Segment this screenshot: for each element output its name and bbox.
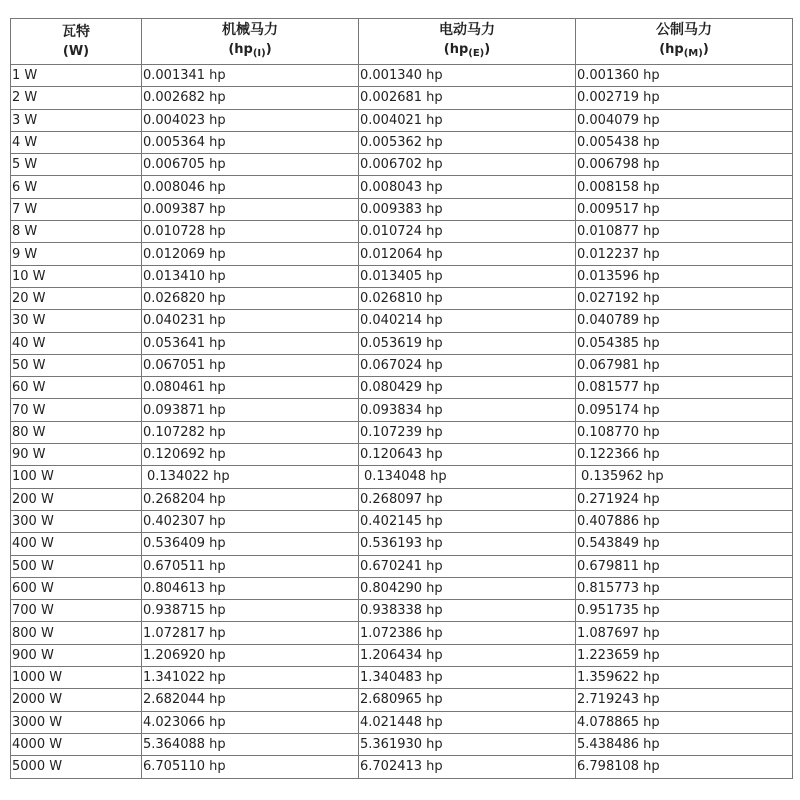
- metric-hp-cell: 0.067981 hp: [576, 354, 793, 376]
- mechanical-hp-cell: 5.364088 hp: [142, 733, 359, 755]
- mechanical-hp-cell: 1.341022 hp: [142, 667, 359, 689]
- mechanical-hp-cell: 0.670511 hp: [142, 555, 359, 577]
- metric-hp-cell: 0.012237 hp: [576, 243, 793, 265]
- electric-hp-cell: 0.010724 hp: [359, 221, 576, 243]
- watts-cell: 2000 W: [11, 689, 142, 711]
- metric-hp-cell: 2.719243 hp: [576, 689, 793, 711]
- electric-hp-cell: 0.402145 hp: [359, 510, 576, 532]
- watts-cell: 2 W: [11, 87, 142, 109]
- electric-hp-cell: 0.006702 hp: [359, 154, 576, 176]
- table-row: [11, 332, 793, 354]
- table-row: [11, 176, 793, 198]
- metric-hp-cell: 0.108770 hp: [576, 421, 793, 443]
- electric-hp-cell: 0.004021 hp: [359, 109, 576, 131]
- electric-hp-cell: 0.012064 hp: [359, 243, 576, 265]
- watts-cell: 100 W: [11, 466, 142, 488]
- table-row: [11, 689, 793, 711]
- watts-cell: 300 W: [11, 510, 142, 532]
- mechanical-hp-cell: 0.402307 hp: [142, 510, 359, 532]
- mechanical-hp-cell: 0.012069 hp: [142, 243, 359, 265]
- table-row: [11, 644, 793, 666]
- metric-hp-cell: 1.087697 hp: [576, 622, 793, 644]
- electric-hp-cell: 0.107239 hp: [359, 421, 576, 443]
- table-row: [11, 756, 793, 778]
- mechanical-hp-cell: 0.268204 hp: [142, 488, 359, 510]
- electric-hp-cell: 0.002681 hp: [359, 87, 576, 109]
- mechanical-hp-cell: 4.023066 hp: [142, 711, 359, 733]
- metric-hp-cell: 0.001360 hp: [576, 65, 793, 87]
- metric-hp-cell: 0.008158 hp: [576, 176, 793, 198]
- header-electric-hp: [359, 19, 576, 65]
- table-row: [11, 243, 793, 265]
- header-electric-hp-title: 电动马力: [439, 21, 495, 38]
- electric-hp-cell: 0.120643 hp: [359, 444, 576, 466]
- metric-hp-cell: 0.004079 hp: [576, 109, 793, 131]
- mechanical-hp-cell: 0.026820 hp: [142, 287, 359, 309]
- table-row: [11, 109, 793, 131]
- electric-hp-cell: 5.361930 hp: [359, 733, 576, 755]
- watts-cell: 4 W: [11, 131, 142, 153]
- electric-hp-cell: 1.340483 hp: [359, 667, 576, 689]
- table-row: [11, 488, 793, 510]
- table-row: [11, 421, 793, 443]
- metric-hp-cell: 0.002719 hp: [576, 87, 793, 109]
- mechanical-hp-cell: 0.067051 hp: [142, 354, 359, 376]
- metric-hp-cell: 6.798108 hp: [576, 756, 793, 778]
- mechanical-hp-cell: 0.013410 hp: [142, 265, 359, 287]
- conversion-table: [10, 18, 793, 779]
- header-watts-title: 瓦特: [62, 23, 90, 40]
- table-row: [11, 733, 793, 755]
- watts-cell: 10 W: [11, 265, 142, 287]
- unit-suffix: ): [265, 41, 272, 57]
- watts-cell: 600 W: [11, 577, 142, 599]
- header-watts-unit: (W): [62, 43, 90, 59]
- metric-hp-cell: 0.040789 hp: [576, 310, 793, 332]
- metric-hp-cell: 0.054385 hp: [576, 332, 793, 354]
- metric-hp-cell: 0.951735 hp: [576, 600, 793, 622]
- watts-cell: 80 W: [11, 421, 142, 443]
- mechanical-hp-cell: 0.010728 hp: [142, 221, 359, 243]
- electric-hp-cell: 0.804290 hp: [359, 577, 576, 599]
- electric-hp-cell: 6.702413 hp: [359, 756, 576, 778]
- metric-hp-cell: 0.013596 hp: [576, 265, 793, 287]
- table-row: [11, 622, 793, 644]
- unit-suffix: ): [702, 41, 709, 57]
- mechanical-hp-cell: 1.206920 hp: [142, 644, 359, 666]
- mechanical-hp-cell: 0.938715 hp: [142, 600, 359, 622]
- metric-hp-cell: 0.081577 hp: [576, 377, 793, 399]
- watts-cell: 40 W: [11, 332, 142, 354]
- watts-cell: 5000 W: [11, 756, 142, 778]
- watts-cell: 1000 W: [11, 667, 142, 689]
- metric-hp-cell: 1.359622 hp: [576, 667, 793, 689]
- metric-hp-cell: 5.438486 hp: [576, 733, 793, 755]
- mechanical-hp-cell: 0.009387 hp: [142, 198, 359, 220]
- table-row: [11, 154, 793, 176]
- mechanical-hp-cell: 0.004023 hp: [142, 109, 359, 131]
- watts-cell: 200 W: [11, 488, 142, 510]
- mechanical-hp-cell: 0.002682 hp: [142, 87, 359, 109]
- mechanical-hp-cell: 1.072817 hp: [142, 622, 359, 644]
- electric-hp-cell: 0.040214 hp: [359, 310, 576, 332]
- unit-prefix: (hp: [228, 41, 253, 57]
- header-mechanical-hp-unit: [142, 40, 358, 64]
- header-metric-hp-title: 公制马力: [656, 21, 712, 38]
- metric-hp-cell: 0.815773 hp: [576, 577, 793, 599]
- table-row: [11, 399, 793, 421]
- watts-cell: 7 W: [11, 198, 142, 220]
- watts-cell: 500 W: [11, 555, 142, 577]
- mechanical-hp-cell: 0.040231 hp: [142, 310, 359, 332]
- electric-hp-cell: 0.268097 hp: [359, 488, 576, 510]
- table-row: [11, 600, 793, 622]
- table-row: [11, 310, 793, 332]
- watts-cell: 3 W: [11, 109, 142, 131]
- metric-hp-cell: 0.122366 hp: [576, 444, 793, 466]
- table-row: [11, 577, 793, 599]
- metric-hp-cell: 0.271924 hp: [576, 488, 793, 510]
- watts-cell: 20 W: [11, 287, 142, 309]
- mechanical-hp-cell: 2.682044 hp: [142, 689, 359, 711]
- mechanical-hp-cell: 0.053641 hp: [142, 332, 359, 354]
- electric-hp-cell: 0.067024 hp: [359, 354, 576, 376]
- electric-hp-cell: 0.013405 hp: [359, 265, 576, 287]
- mechanical-hp-cell: 0.005364 hp: [142, 131, 359, 153]
- electric-hp-cell: 0.009383 hp: [359, 198, 576, 220]
- electric-hp-cell: 0.670241 hp: [359, 555, 576, 577]
- mechanical-hp-cell: 0.804613 hp: [142, 577, 359, 599]
- table-row: [11, 131, 793, 153]
- unit-subscript: (E): [468, 47, 485, 59]
- watts-cell: 6 W: [11, 176, 142, 198]
- watts-cell: 3000 W: [11, 711, 142, 733]
- watts-cell: 30 W: [11, 310, 142, 332]
- mechanical-hp-cell: 0.134022 hp: [142, 466, 359, 488]
- table-row: [11, 221, 793, 243]
- table-row: [11, 265, 793, 287]
- electric-hp-cell: 4.021448 hp: [359, 711, 576, 733]
- table-row: [11, 198, 793, 220]
- mechanical-hp-cell: 0.006705 hp: [142, 154, 359, 176]
- mechanical-hp-cell: 0.536409 hp: [142, 533, 359, 555]
- table-row: [11, 287, 793, 309]
- electric-hp-cell: 0.134048 hp: [359, 466, 576, 488]
- table-row: [11, 65, 793, 87]
- header-mechanical-hp-title: 机械马力: [222, 21, 278, 38]
- watts-cell: 9 W: [11, 243, 142, 265]
- table-row: [11, 87, 793, 109]
- watts-cell: 800 W: [11, 622, 142, 644]
- electric-hp-cell: 0.080429 hp: [359, 377, 576, 399]
- watts-cell: 60 W: [11, 377, 142, 399]
- watts-cell: 700 W: [11, 600, 142, 622]
- watts-cell: 1 W: [11, 65, 142, 87]
- header-row: [11, 19, 793, 65]
- metric-hp-cell: 0.679811 hp: [576, 555, 793, 577]
- mechanical-hp-cell: 0.093871 hp: [142, 399, 359, 421]
- header-mechanical-hp: [142, 19, 359, 65]
- table-row: [11, 444, 793, 466]
- metric-hp-cell: 1.223659 hp: [576, 644, 793, 666]
- mechanical-hp-cell: 0.001341 hp: [142, 65, 359, 87]
- mechanical-hp-cell: 0.080461 hp: [142, 377, 359, 399]
- metric-hp-cell: 0.010877 hp: [576, 221, 793, 243]
- watts-cell: 70 W: [11, 399, 142, 421]
- metric-hp-cell: 0.027192 hp: [576, 287, 793, 309]
- electric-hp-cell: 0.026810 hp: [359, 287, 576, 309]
- watts-cell: 8 W: [11, 221, 142, 243]
- metric-hp-cell: 0.407886 hp: [576, 510, 793, 532]
- table-row: [11, 466, 793, 488]
- mechanical-hp-cell: 6.705110 hp: [142, 756, 359, 778]
- mechanical-hp-cell: 0.107282 hp: [142, 421, 359, 443]
- table-row: [11, 533, 793, 555]
- metric-hp-cell: 0.095174 hp: [576, 399, 793, 421]
- watts-cell: 50 W: [11, 354, 142, 376]
- unit-subscript: (M): [683, 47, 703, 59]
- watts-cell: 900 W: [11, 644, 142, 666]
- table-row: [11, 377, 793, 399]
- unit-prefix: (hp: [443, 41, 469, 57]
- unit-suffix: ): [484, 41, 491, 57]
- table-row: [11, 510, 793, 532]
- electric-hp-cell: 0.536193 hp: [359, 533, 576, 555]
- metric-hp-cell: 0.005438 hp: [576, 131, 793, 153]
- table-row: [11, 555, 793, 577]
- electric-hp-cell: 0.938338 hp: [359, 600, 576, 622]
- mechanical-hp-cell: 0.008046 hp: [142, 176, 359, 198]
- electric-hp-cell: 0.008043 hp: [359, 176, 576, 198]
- watts-cell: 5 W: [11, 154, 142, 176]
- metric-hp-cell: 0.009517 hp: [576, 198, 793, 220]
- electric-hp-cell: 0.093834 hp: [359, 399, 576, 421]
- unit-prefix: (hp: [659, 41, 684, 57]
- metric-hp-cell: 0.135962 hp: [576, 466, 793, 488]
- header-metric-hp-unit: [576, 40, 792, 64]
- unit-subscript: (I): [252, 47, 266, 59]
- table-body: [11, 65, 793, 779]
- electric-hp-cell: 1.072386 hp: [359, 622, 576, 644]
- table-row: [11, 354, 793, 376]
- metric-hp-cell: 4.078865 hp: [576, 711, 793, 733]
- metric-hp-cell: 0.006798 hp: [576, 154, 793, 176]
- electric-hp-cell: 0.053619 hp: [359, 332, 576, 354]
- header-electric-hp-unit: [359, 40, 575, 64]
- table-row: [11, 711, 793, 733]
- header-watts: [11, 19, 142, 65]
- watts-cell: 90 W: [11, 444, 142, 466]
- electric-hp-cell: 0.001340 hp: [359, 65, 576, 87]
- table-header: [11, 19, 793, 65]
- watts-cell: 400 W: [11, 533, 142, 555]
- electric-hp-cell: 1.206434 hp: [359, 644, 576, 666]
- electric-hp-cell: 0.005362 hp: [359, 131, 576, 153]
- header-metric-hp: [576, 19, 793, 65]
- watts-cell: 4000 W: [11, 733, 142, 755]
- table-row: [11, 667, 793, 689]
- mechanical-hp-cell: 0.120692 hp: [142, 444, 359, 466]
- metric-hp-cell: 0.543849 hp: [576, 533, 793, 555]
- electric-hp-cell: 2.680965 hp: [359, 689, 576, 711]
